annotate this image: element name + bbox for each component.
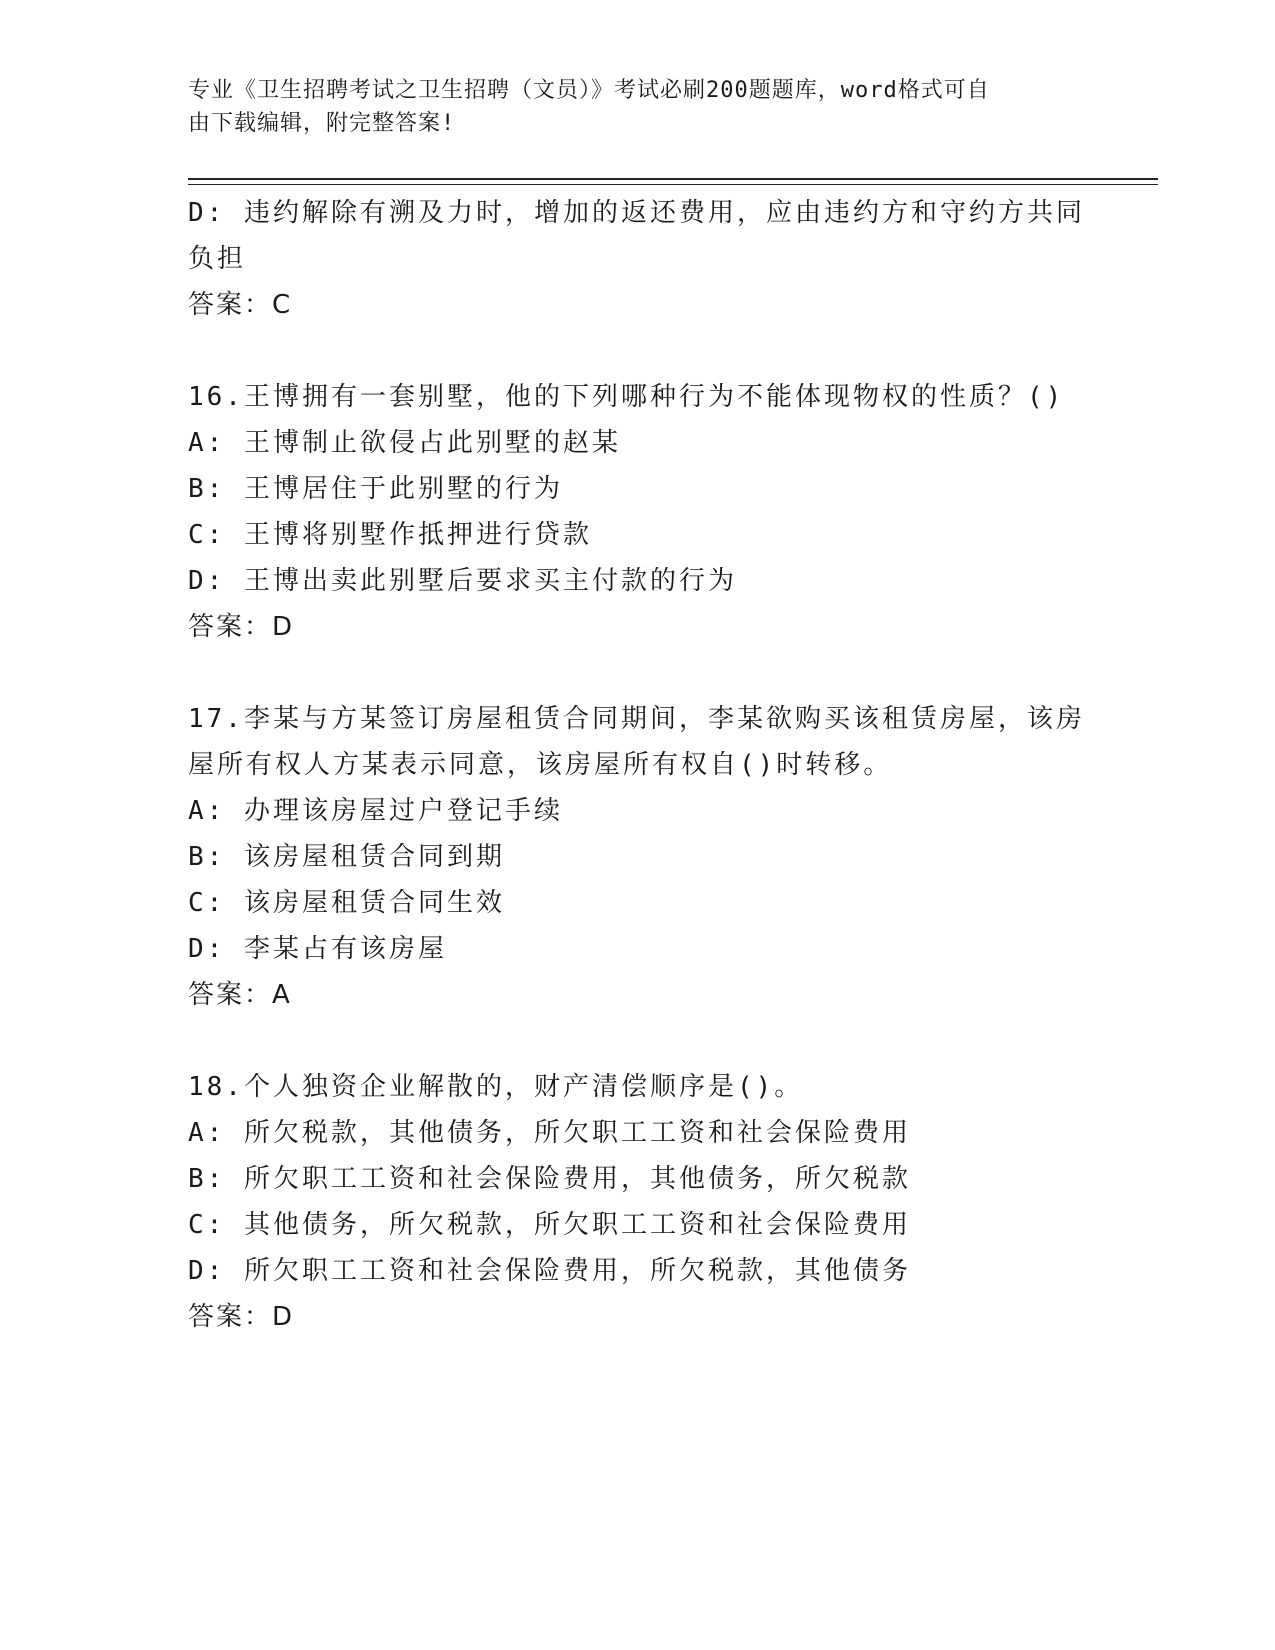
option-a: A: 办理该房屋过户登记手续 [188, 796, 563, 826]
option-d: D: 王博出卖此别墅后要求买主付款的行为 [188, 566, 737, 596]
option-b: B: 王博居住于此别墅的行为 [188, 474, 563, 504]
option-a: A: 王博制止欲侵占此别墅的赵某 [188, 428, 621, 458]
header-line-1: 专业《卫生招聘考试之卫生招聘（文员）》考试必刷200题题库，word格式可自 [188, 78, 990, 103]
question-17 [188, 696, 1088, 1018]
spacer [188, 1018, 1088, 1064]
question-stem: 16.王博拥有一套别墅，他的下列哪种行为不能体现物权的性质？() [188, 382, 1065, 412]
option-d: D: 违约解除有溯及力时，增加的返还费用，应由违约方和守约方共同 [188, 198, 1085, 228]
question-content [188, 190, 1088, 1340]
option-d-continued: 负担 [188, 244, 247, 274]
option-b: B: 所欠职工工资和社会保险费用，其他债务，所欠税款 [188, 1164, 911, 1194]
question-18 [188, 1064, 1088, 1340]
option-c: C: 该房屋租赁合同生效 [188, 888, 505, 918]
question-stem: 18.个人独资企业解散的，财产清偿顺序是()。 [188, 1072, 804, 1102]
header-divider-thin [188, 184, 1158, 185]
question-stem: 17.李某与方某签订房屋租赁合同期间，李某欲购买该租赁房屋，该房 [188, 704, 1085, 734]
option-d: D: 所欠职工工资和社会保险费用，所欠税款，其他债务 [188, 1256, 911, 1286]
question-15-continuation [188, 190, 1088, 328]
answer-line: 答案：D [188, 1302, 295, 1332]
spacer [188, 650, 1088, 696]
option-b: B: 该房屋租赁合同到期 [188, 842, 505, 872]
option-c: C: 其他债务，所欠税款，所欠职工工资和社会保险费用 [188, 1210, 911, 1240]
header-line-2: 由下载编辑，附完整答案! [188, 111, 456, 136]
option-d: D: 李某占有该房屋 [188, 934, 447, 964]
answer-line: 答案：A [188, 980, 292, 1010]
question-stem-continued: 屋所有权人方某表示同意，该房屋所有权自()时转移。 [188, 750, 893, 780]
option-a: A: 所欠税款，其他债务，所欠职工工资和社会保险费用 [188, 1118, 911, 1148]
document-header [188, 74, 1088, 140]
spacer [188, 328, 1088, 374]
option-c: C: 王博将别墅作抵押进行贷款 [188, 520, 592, 550]
header-divider-thick [188, 178, 1158, 180]
answer-line: 答案：D [188, 612, 295, 642]
answer-line: 答案：C [188, 290, 293, 320]
question-16 [188, 374, 1088, 650]
